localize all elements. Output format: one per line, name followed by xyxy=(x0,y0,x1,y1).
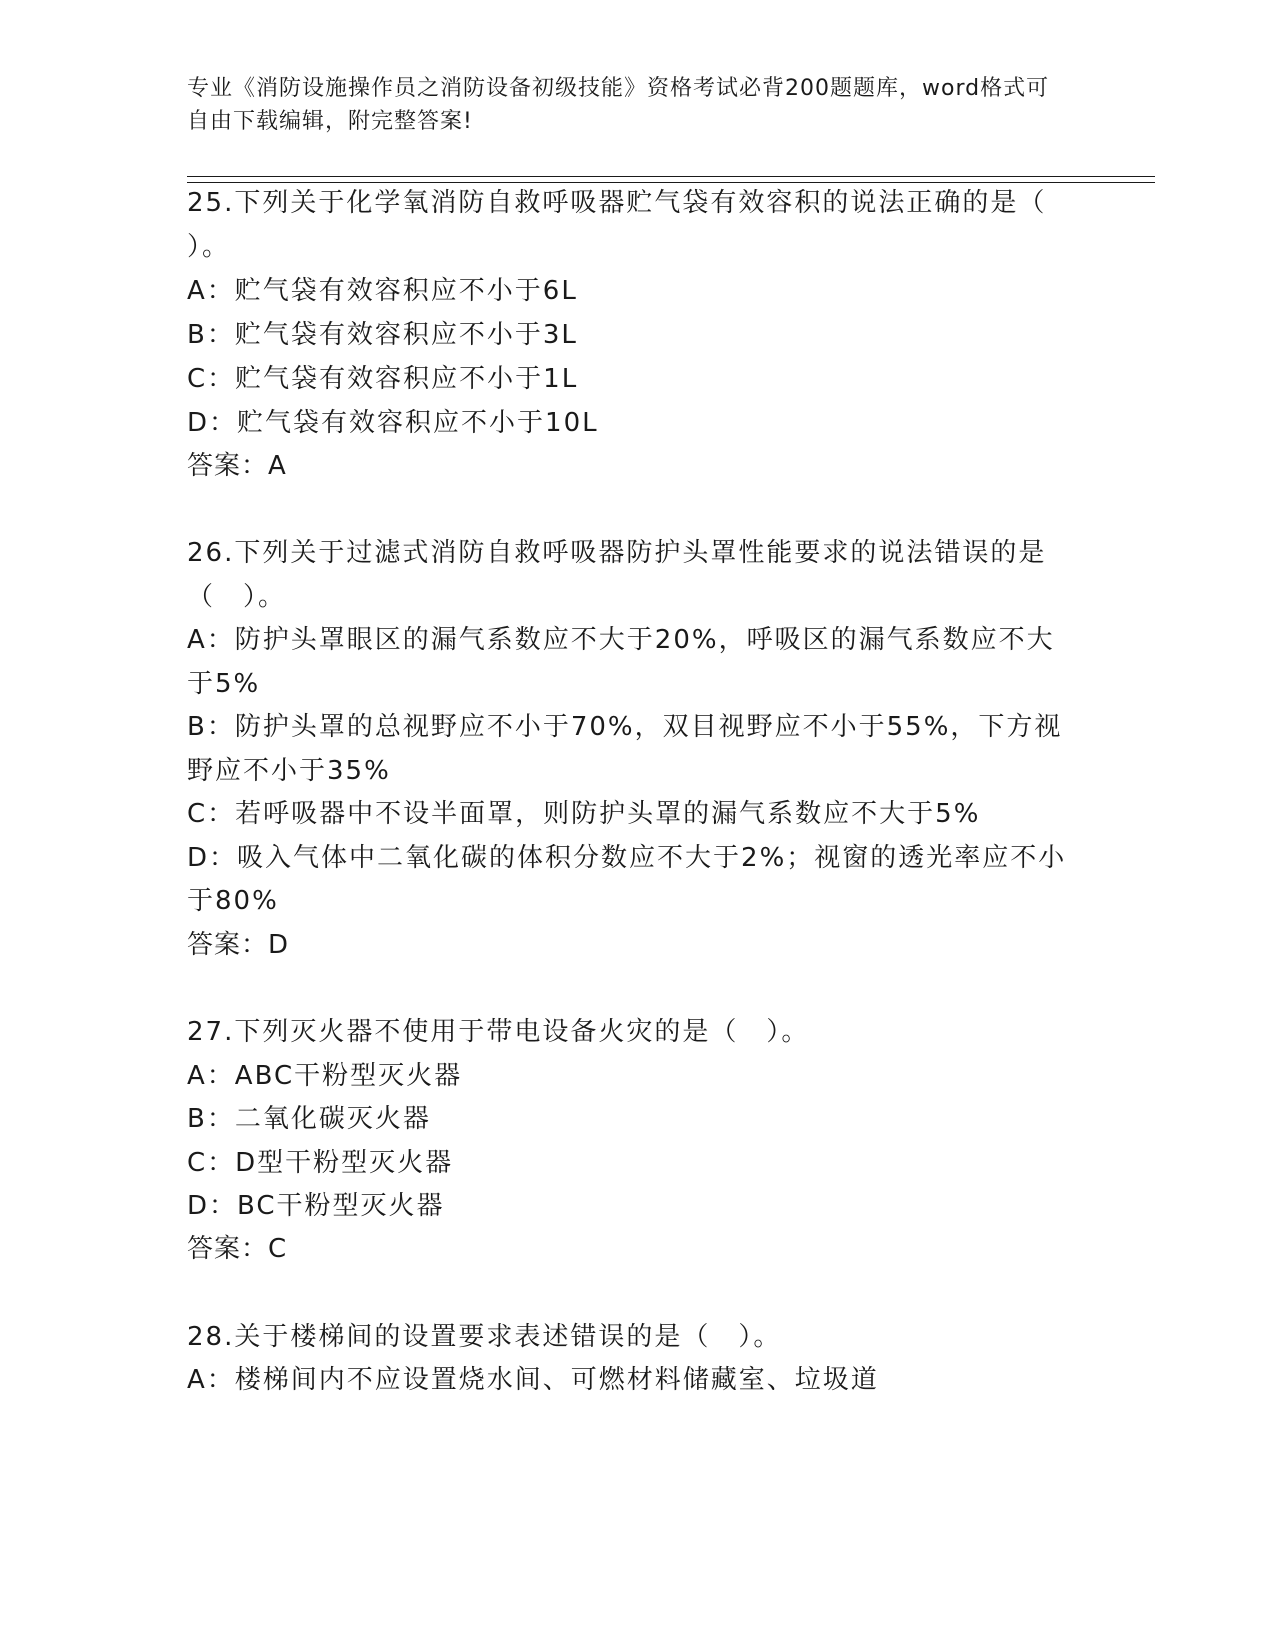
question-26-option-c: C：若呼吸器中不设半面罩，则防护头罩的漏气系数应不大于5% xyxy=(187,799,981,829)
question-26-option-d-line-1: D：吸入气体中二氧化碳的体积分数应不大于2%；视窗的透光率应不小 xyxy=(187,843,1067,873)
question-26-option-a-line-2: 于5% xyxy=(187,669,261,699)
question-27-option-c: C：D型干粉型灭火器 xyxy=(187,1148,454,1178)
question-25-stem-line-1: 25.下列关于化学氧消防自救呼吸器贮气袋有效容积的说法正确的是（ xyxy=(187,188,1047,218)
question-28-stem: 28.关于楼梯间的设置要求表述错误的是（ ）。 xyxy=(187,1322,782,1352)
question-27-answer: 答案：C xyxy=(187,1234,288,1264)
question-26-option-d-line-2: 于80% xyxy=(187,886,279,916)
header-divider-top xyxy=(187,176,1155,177)
question-27-option-a: A：ABC干粉型灭火器 xyxy=(187,1061,463,1091)
document-header: 专业《消防设施操作员之消防设备初级技能》资格考试必背200题题库，word格式可自由下载编辑，附完整答案! xyxy=(187,76,1050,134)
question-25-option-a: A：贮气袋有效容积应不小于6L xyxy=(187,276,578,306)
question-26-option-b-line-2: 野应不小于35% xyxy=(187,756,391,786)
question-27-option-b: B：二氧化碳灭火器 xyxy=(187,1104,431,1134)
question-25-option-d: D：贮气袋有效容积应不小于10L xyxy=(187,408,599,438)
question-25-stem-line-2: ）。 xyxy=(187,232,231,262)
question-26-answer: 答案：D xyxy=(187,930,290,960)
question-25-answer: 答案：A xyxy=(187,451,287,481)
question-26-stem-line-2: （ ）。 xyxy=(187,582,287,612)
question-26-option-b-line-1: B：防护头罩的总视野应不小于70%，双目视野应不小于55%，下方视 xyxy=(187,712,1063,742)
question-28-option-a: A：楼梯间内不应设置烧水间、可燃材料储藏室、垃圾道 xyxy=(187,1365,879,1395)
question-26-option-a-line-1: A：防护头罩眼区的漏气系数应不大于20%，呼吸区的漏气系数应不大 xyxy=(187,625,1055,655)
question-25-option-b: B：贮气袋有效容积应不小于3L xyxy=(187,320,578,350)
question-27-stem: 27.下列灭火器不使用于带电设备火灾的是（ ）。 xyxy=(187,1017,810,1047)
question-25-option-c: C：贮气袋有效容积应不小于1L xyxy=(187,364,579,394)
header-divider-bottom xyxy=(187,182,1155,183)
question-26-stem-line-1: 26.下列关于过滤式消防自救呼吸器防护头罩性能要求的说法错误的是 xyxy=(187,538,1047,568)
question-27-option-d: D：BC干粉型灭火器 xyxy=(187,1191,445,1221)
